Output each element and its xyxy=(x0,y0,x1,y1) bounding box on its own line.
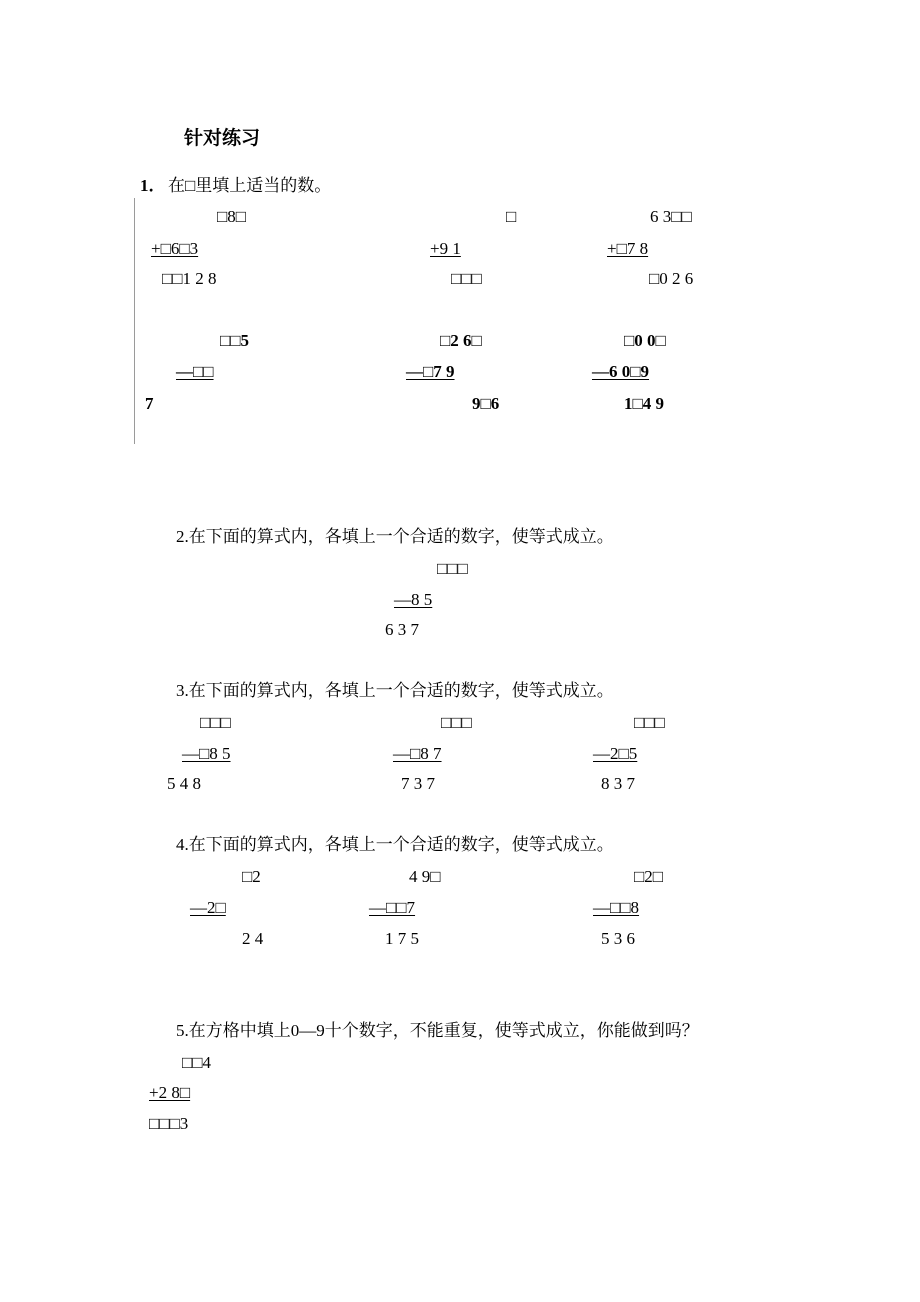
q4-a-top: □2 xyxy=(242,867,261,886)
q1-c-result: □0 2 6 xyxy=(649,269,694,288)
page-title: 针对练习 xyxy=(184,128,261,149)
q1-c-top: 6 3□□ xyxy=(650,207,692,226)
q1-a-operand: +□6□3 xyxy=(151,239,199,258)
q1-e-top: □2 6□ xyxy=(440,331,482,350)
q4-b-top: 4 9□ xyxy=(409,867,441,886)
q3-b-result: 7 3 7 xyxy=(401,774,435,793)
q4-b-result: 1 7 5 xyxy=(385,929,419,948)
q4-c-top: □2□ xyxy=(634,867,664,886)
q1-f-top: □0 0□ xyxy=(624,331,666,350)
q1-a-top: □8□ xyxy=(217,207,247,226)
q3-c-top: □□□ xyxy=(634,713,665,732)
q5-result: □□□3 xyxy=(149,1114,189,1133)
q3-a-result: 5 4 8 xyxy=(167,774,201,793)
q1-b-operand: +9 1 xyxy=(430,239,461,258)
q3-b-top: □□□ xyxy=(441,713,472,732)
q5-top: □□4 xyxy=(182,1053,212,1072)
q2-prompt: 2.在下面的算式内，各填上一个合适的数字，使等式成立。 xyxy=(176,527,614,546)
q1-number: 1． xyxy=(140,176,166,195)
q2-result: 6 3 7 xyxy=(385,620,419,639)
q1-a-result: □□1 2 8 xyxy=(162,269,217,288)
q1-c-operand: +□7 8 xyxy=(607,239,649,258)
q3-b-operand: —□8 7 xyxy=(393,744,442,763)
q1-f-operand: —6 0□9 xyxy=(592,362,650,381)
q4-a-operand: —2□ xyxy=(190,898,226,917)
q4-a-result: 2 4 xyxy=(242,929,264,948)
q5-operand: +2 8□ xyxy=(149,1083,191,1102)
q1-d-operand: —□□ xyxy=(176,362,214,381)
q3-c-operand: —2□5 xyxy=(593,744,638,763)
margin-rule xyxy=(134,198,135,444)
q1-d-top: □□5 xyxy=(220,331,250,350)
q3-a-operand: —□8 5 xyxy=(182,744,231,763)
q1-prompt: 在□里填上适当的数。 xyxy=(168,176,332,195)
q4-prompt: 4.在下面的算式内，各填上一个合适的数字，使等式成立。 xyxy=(176,835,614,854)
q4-c-result: 5 3 6 xyxy=(601,929,635,948)
q3-a-top: □□□ xyxy=(200,713,231,732)
q4-b-operand: —□□7 xyxy=(369,898,416,917)
q1-e-result: 9□6 xyxy=(472,394,500,413)
q4-c-operand: —□□8 xyxy=(593,898,640,917)
q3-c-result: 8 3 7 xyxy=(601,774,635,793)
q5-prompt: 5.在方格中填上0—9十个数字，不能重复，使等式成立，你能做到吗？ xyxy=(176,1021,699,1040)
q3-prompt: 3.在下面的算式内，各填上一个合适的数字，使等式成立。 xyxy=(176,681,614,700)
q1-b-top: □ xyxy=(506,207,517,226)
q2-top: □□□ xyxy=(437,559,468,578)
q2-operand: —8 5 xyxy=(394,590,433,609)
q1-b-result: □□□ xyxy=(451,269,482,288)
q1-d-result: 7 xyxy=(145,394,154,413)
q1-f-result: 1□4 9 xyxy=(624,394,665,413)
q1-e-operand: —□7 9 xyxy=(406,362,455,381)
